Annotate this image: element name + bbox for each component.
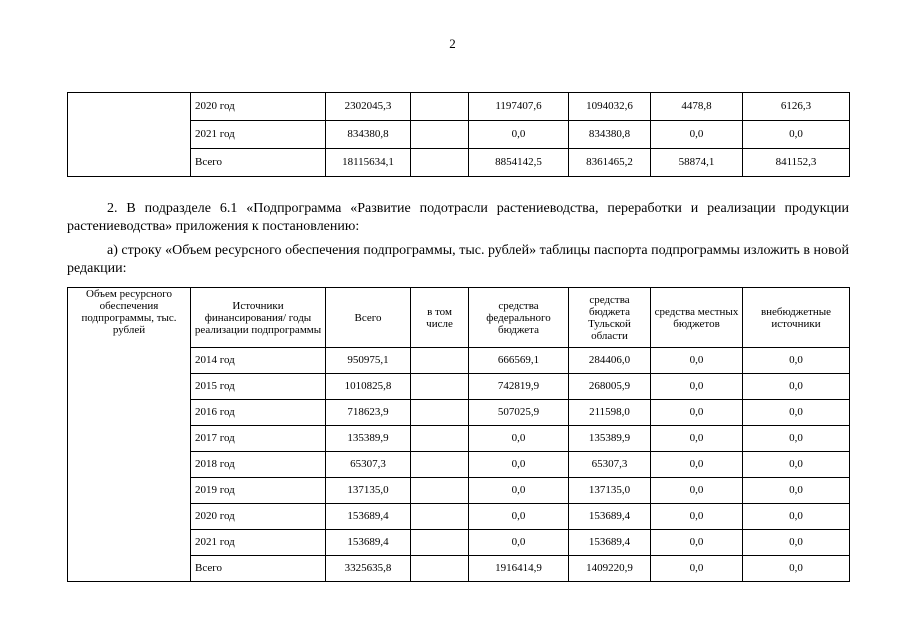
year-cell: 2021 год	[191, 530, 326, 556]
federal-cell: 0,0	[469, 121, 569, 149]
year-cell: 2017 год	[191, 426, 326, 452]
year-cell: 2016 год	[191, 400, 326, 426]
continued-table	[67, 92, 850, 177]
regional-cell: 1094032,6	[569, 93, 651, 121]
header-row	[68, 288, 850, 348]
incl-cell	[411, 530, 469, 556]
incl-cell	[411, 400, 469, 426]
offbudget-cell: 0,0	[743, 348, 850, 374]
total-cell: 2302045,3	[326, 93, 411, 121]
total-cell: 153689,4	[326, 530, 411, 556]
incl-cell	[411, 348, 469, 374]
total-cell: 18115634,1	[326, 149, 411, 177]
local-cell: 0,0	[651, 504, 743, 530]
offbudget-cell: 0,0	[743, 400, 850, 426]
label-cell-empty	[68, 93, 191, 177]
federal-cell: 0,0	[469, 504, 569, 530]
federal-cell: 0,0	[469, 530, 569, 556]
offbudget-cell: 0,0	[743, 426, 850, 452]
total-cell: 135389,9	[326, 426, 411, 452]
regional-cell: 834380,8	[569, 121, 651, 149]
paragraph-2: а) строку «Объем ресурсного обеспечения подпрограммы, тыс. рублей» таблицы паспорта подпрограммы изложить в новой редакции:	[67, 243, 849, 276]
incl-cell	[411, 93, 469, 121]
local-cell: 0,0	[651, 400, 743, 426]
offbudget-cell: 0,0	[743, 504, 850, 530]
resource-table	[67, 287, 850, 582]
incl-cell	[411, 121, 469, 149]
local-cell: 0,0	[651, 121, 743, 149]
federal-cell: 1197407,6	[469, 93, 569, 121]
year-cell: 2020 год	[191, 504, 326, 530]
incl-cell	[411, 452, 469, 478]
paragraph-1: 2. В подразделе 6.1 «Подпрограмма «Развитие подотрасли растениеводства, переработки и реализации продукции растениеводства» приложения к постановлению:	[67, 201, 849, 234]
regional-cell: 8361465,2	[569, 149, 651, 177]
year-cell: 2018 год	[191, 452, 326, 478]
incl-cell	[411, 504, 469, 530]
total-cell: 950975,1	[326, 348, 411, 374]
incl-cell	[411, 426, 469, 452]
header-offbudget: внебюджетные источники	[743, 288, 850, 348]
year-cell: Всего	[191, 556, 326, 582]
year-cell: 2021 год	[191, 121, 326, 149]
federal-cell: 666569,1	[469, 348, 569, 374]
federal-cell: 0,0	[469, 426, 569, 452]
federal-cell: 507025,9	[469, 400, 569, 426]
header-total: Всего	[326, 288, 411, 348]
year-cell: Всего	[191, 149, 326, 177]
regional-cell: 284406,0	[569, 348, 651, 374]
offbudget-cell: 0,0	[743, 121, 850, 149]
regional-cell: 135389,9	[569, 426, 651, 452]
year-cell: 2019 год	[191, 478, 326, 504]
incl-cell	[411, 556, 469, 582]
header-sources: Источники финансирования/ годы реализации подпрограммы	[191, 288, 326, 348]
local-cell: 0,0	[651, 556, 743, 582]
local-cell: 0,0	[651, 348, 743, 374]
table-row	[68, 93, 850, 121]
offbudget-cell: 0,0	[743, 478, 850, 504]
local-cell: 0,0	[651, 478, 743, 504]
incl-cell	[411, 374, 469, 400]
regional-cell: 1409220,9	[569, 556, 651, 582]
header-federal: средства федерального бюджета	[469, 288, 569, 348]
year-cell: 2020 год	[191, 93, 326, 121]
total-cell: 834380,8	[326, 121, 411, 149]
total-cell: 3325635,8	[326, 556, 411, 582]
federal-cell: 8854142,5	[469, 149, 569, 177]
year-cell: 2015 год	[191, 374, 326, 400]
regional-cell: 211598,0	[569, 400, 651, 426]
local-cell: 0,0	[651, 374, 743, 400]
federal-cell: 1916414,9	[469, 556, 569, 582]
incl-cell	[411, 478, 469, 504]
offbudget-cell: 0,0	[743, 452, 850, 478]
row-label: Объем ресурсного обеспечения подпрограммы, тыс. рублей	[68, 288, 191, 582]
local-cell: 4478,8	[651, 93, 743, 121]
total-cell: 65307,3	[326, 452, 411, 478]
local-cell: 0,0	[651, 426, 743, 452]
offbudget-cell: 0,0	[743, 556, 850, 582]
header-regional: средства бюджета Тульской области	[569, 288, 651, 348]
local-cell: 0,0	[651, 530, 743, 556]
total-cell: 153689,4	[326, 504, 411, 530]
incl-cell	[411, 149, 469, 177]
regional-cell: 153689,4	[569, 504, 651, 530]
total-cell: 137135,0	[326, 478, 411, 504]
regional-cell: 153689,4	[569, 530, 651, 556]
regional-cell: 268005,9	[569, 374, 651, 400]
page-number: 2	[449, 36, 456, 51]
federal-cell: 0,0	[469, 478, 569, 504]
offbudget-cell: 0,0	[743, 374, 850, 400]
total-cell: 718623,9	[326, 400, 411, 426]
regional-cell: 65307,3	[569, 452, 651, 478]
regional-cell: 137135,0	[569, 478, 651, 504]
local-cell: 58874,1	[651, 149, 743, 177]
local-cell: 0,0	[651, 452, 743, 478]
federal-cell: 742819,9	[469, 374, 569, 400]
header-incl: в том числе	[411, 288, 469, 348]
offbudget-cell: 0,0	[743, 530, 850, 556]
header-local: средства местных бюджетов	[651, 288, 743, 348]
offbudget-cell: 6126,3	[743, 93, 850, 121]
offbudget-cell: 841152,3	[743, 149, 850, 177]
federal-cell: 0,0	[469, 452, 569, 478]
year-cell: 2014 год	[191, 348, 326, 374]
total-cell: 1010825,8	[326, 374, 411, 400]
